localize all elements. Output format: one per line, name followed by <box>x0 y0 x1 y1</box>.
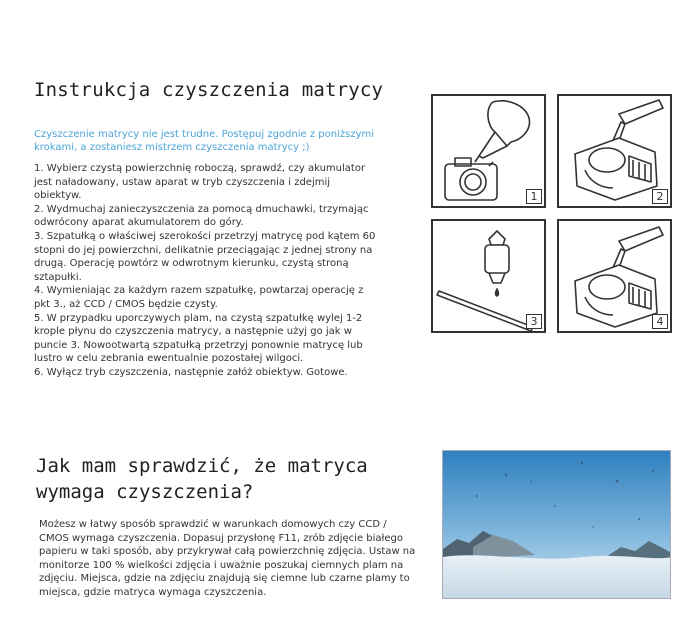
step-1: 1. Wybierz czystą powierzchnię roboczą, sprawdź, czy akumulator jest naładowany, ustaw aparat w tryb czyszczenia i zdejmij obiektyw. <box>34 163 366 202</box>
check-title: Jak mam sprawdzić, że matryca wymaga czyszczenia? <box>36 455 368 503</box>
instructions-steps <box>34 162 379 380</box>
step-illustration-2 <box>557 94 672 208</box>
step-6: 6. Wyłącz tryb czyszczenia, następnie załóż obiektyw. Gotowe. <box>34 366 348 378</box>
step-2: 2. Wydmuchaj zanieczyszczenia za pomocą dmuchawki, trzymając odwrócony aparat akumulatorem do góry. <box>34 203 369 229</box>
step-illustration-1 <box>431 94 546 208</box>
step-3: 3. Szpatułką o właściwej szerokości przetrzyj matrycę pod kątem 60 stopni do jej powierzchni, delikatnie przeciągając z jednej strony na drugą. Operację powtórz w odwrotnym kierunku, czystą stroną sztapułki. <box>34 230 376 283</box>
instructions-title: Instrukcja czyszczenia matrycy <box>34 79 384 101</box>
step-number: 4 <box>652 314 668 329</box>
dusty-sky-photo <box>442 450 671 599</box>
step-illustration-4 <box>557 219 672 333</box>
step-illustration-3 <box>431 219 546 333</box>
step-5: 5. W przypadku uporczywych plam, na czystą szpatułkę wylej 1-2 krople płynu do czyszczenia matrycy, a następnie użyj go jak w puncie 3. Nowootwartą szpatułką przetrzyj ponownie matrycę lub lustro w celu zebrania ewentualnie pozostałej wilgoci. <box>34 312 363 365</box>
instructions-intro: Czyszczenie matrycy nie jest trudne. Postępuj zgodnie z poniższymi krokami, a zostaniesz mistrzem czyszczenia matrycy ;) <box>34 129 375 153</box>
step-4: 4. Wymieniając za każdym razem szpatułkę, powtarzaj operację z pkt 3., aż CCD / CMOS będzie czysty. <box>34 285 364 310</box>
step-number: 1 <box>526 189 542 204</box>
check-body: Możesz w łatwy sposób sprawdzić w warunkach domowych czy CCD / CMOS wymaga czyszczenia. Dopasuj przysłonę F11, zrób zdjęcie białego papieru w taki sposób, aby przykrywał całą powierzchnię zdjęcia. Ustaw na monitorze 100 % wielkości zdjęcia i uważnie poszukaj ciemnych plam na zdjęciu. Miejsca, gdzie na zdjęciu znajdują się ciemne lub czarne plamy to miejsca, gdzie matryca wymaga czyszczenia. <box>39 519 416 598</box>
step-number: 2 <box>652 189 668 204</box>
step-number: 3 <box>526 314 542 329</box>
